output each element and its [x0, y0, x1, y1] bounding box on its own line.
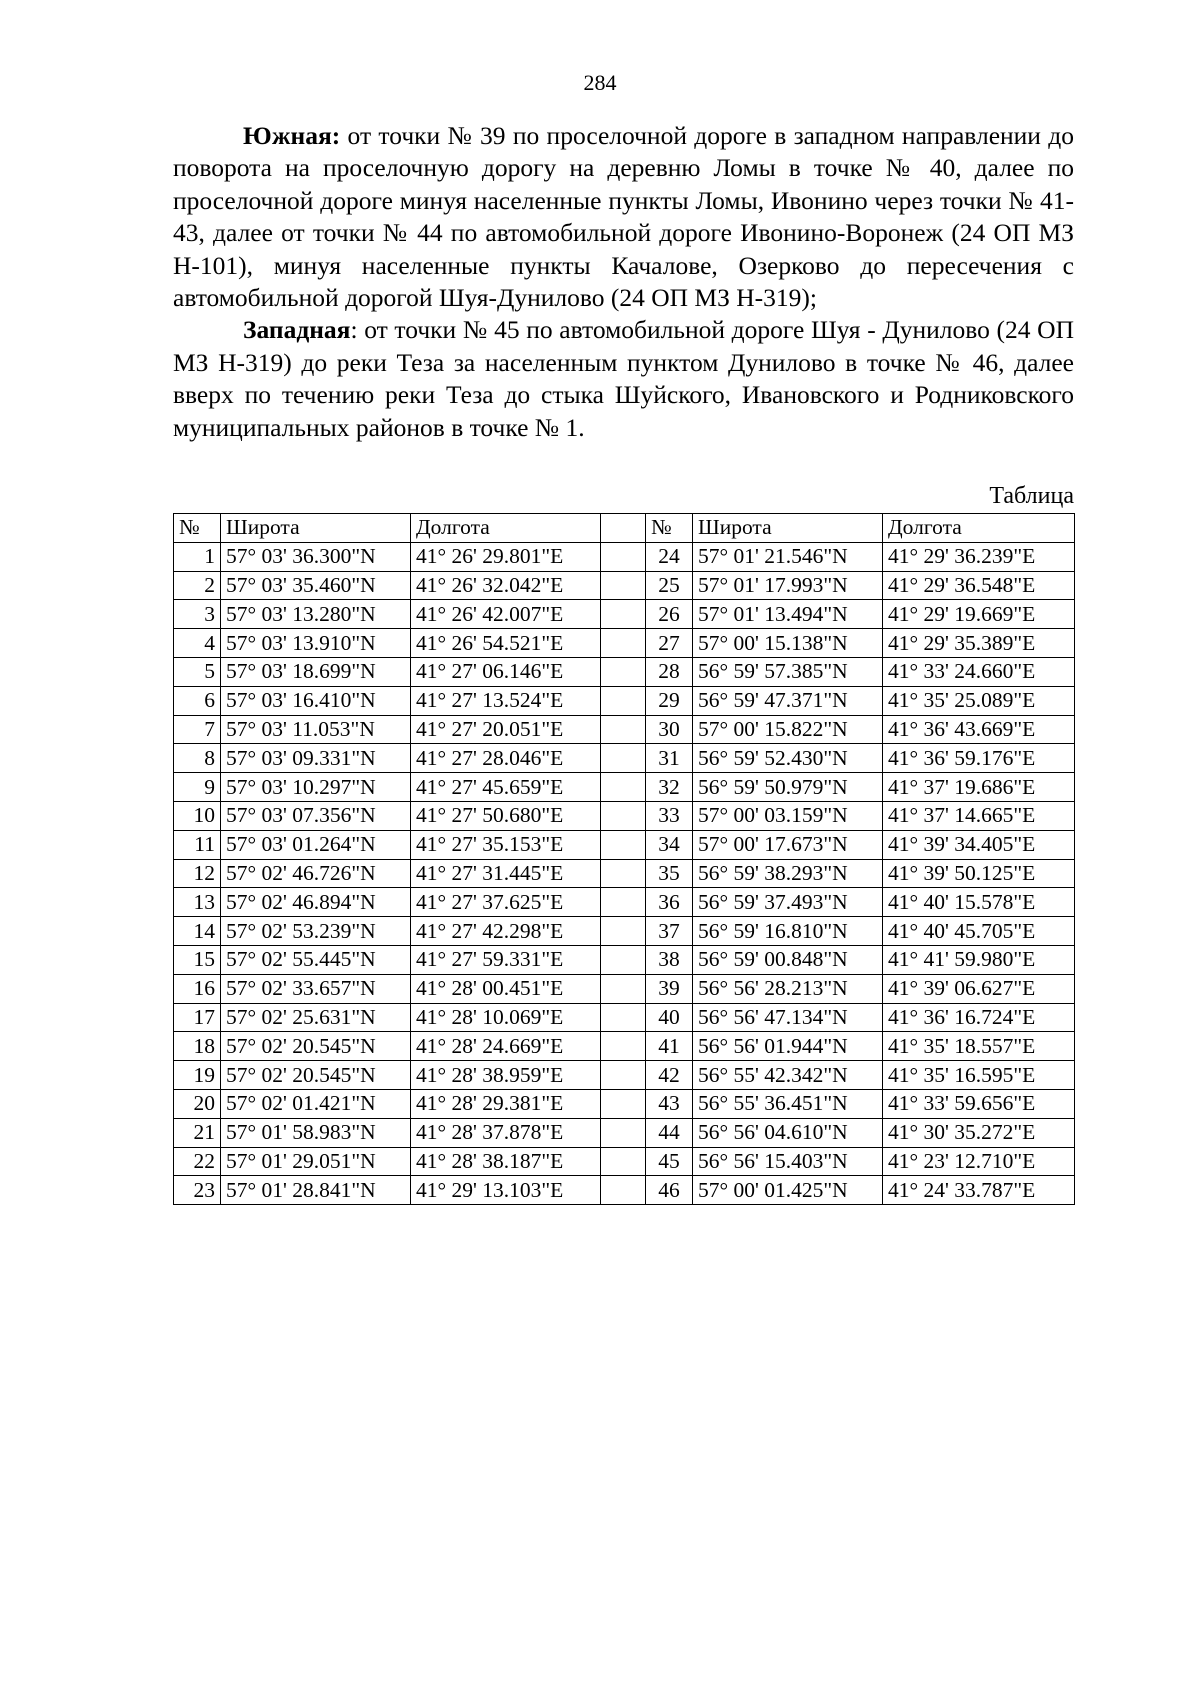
- point-number-cell: 45: [646, 1147, 693, 1176]
- table-gap-cell: [601, 1003, 646, 1032]
- longitude-cell: 41° 40' 15.578"E: [883, 888, 1075, 917]
- latitude-cell: 57° 00' 15.822"N: [693, 715, 883, 744]
- latitude-cell: 57° 02' 25.631"N: [221, 1003, 411, 1032]
- longitude-cell: 41° 27' 06.146"E: [411, 657, 601, 686]
- longitude-cell: 41° 29' 19.669"E: [883, 600, 1075, 629]
- header-lon-right: Долгота: [883, 514, 1075, 543]
- longitude-cell: 41° 29' 36.548"E: [883, 571, 1075, 600]
- point-number-cell: 33: [646, 801, 693, 830]
- table-gap-cell: [601, 686, 646, 715]
- point-number-cell: 27: [646, 629, 693, 658]
- latitude-cell: 57° 02' 55.445"N: [221, 945, 411, 974]
- table-row: [174, 859, 1075, 888]
- latitude-cell: 57° 03' 11.053"N: [221, 715, 411, 744]
- point-number-cell: 2: [174, 571, 221, 600]
- latitude-cell: 57° 02' 01.421"N: [221, 1089, 411, 1118]
- longitude-cell: 41° 30' 35.272"E: [883, 1118, 1075, 1147]
- table-row: [174, 801, 1075, 830]
- table-header-row: [174, 514, 1075, 543]
- point-number-cell: 18: [174, 1032, 221, 1061]
- table-gap-cell: [601, 1061, 646, 1090]
- latitude-cell: 57° 01' 21.546"N: [693, 542, 883, 571]
- longitude-cell: 41° 23' 12.710"E: [883, 1147, 1075, 1176]
- point-number-cell: 46: [646, 1176, 693, 1205]
- table-row: [174, 542, 1075, 571]
- longitude-cell: 41° 27' 20.051"E: [411, 715, 601, 744]
- table-gap-cell: [601, 1089, 646, 1118]
- west-text: : от точки № 45 по автомобильной дороге Шуя - Дунилово (24 ОП МЗ Н-319) до реки Теза за населенным пунктом Дунилово в точке № 46, далее вверх по течению реки Теза до стыка Шуйского, Ивановского и Родниковского муниципальных районов в точке № 1.: [173, 315, 1074, 442]
- latitude-cell: 56° 56' 28.213"N: [693, 974, 883, 1003]
- latitude-cell: 57° 03' 07.356"N: [221, 801, 411, 830]
- table-gap-cell: [601, 571, 646, 600]
- latitude-cell: 57° 01' 29.051"N: [221, 1147, 411, 1176]
- longitude-cell: 41° 27' 13.524"E: [411, 686, 601, 715]
- table-row: [174, 888, 1075, 917]
- longitude-cell: 41° 27' 37.625"E: [411, 888, 601, 917]
- table-row: [174, 1003, 1075, 1032]
- table-row: [174, 715, 1075, 744]
- longitude-cell: 41° 35' 25.089"E: [883, 686, 1075, 715]
- table-row: [174, 1061, 1075, 1090]
- longitude-cell: 41° 40' 45.705"E: [883, 917, 1075, 946]
- latitude-cell: 56° 56' 04.610"N: [693, 1118, 883, 1147]
- longitude-cell: 41° 27' 35.153"E: [411, 830, 601, 859]
- latitude-cell: 57° 02' 33.657"N: [221, 974, 411, 1003]
- paragraph-south: [173, 120, 1074, 314]
- longitude-cell: 41° 26' 32.042"E: [411, 571, 601, 600]
- latitude-cell: 56° 59' 47.371"N: [693, 686, 883, 715]
- longitude-cell: 41° 39' 50.125"E: [883, 859, 1075, 888]
- latitude-cell: 57° 03' 01.264"N: [221, 830, 411, 859]
- longitude-cell: 41° 27' 28.046"E: [411, 744, 601, 773]
- body-text: [173, 120, 1074, 444]
- longitude-cell: 41° 27' 50.680"E: [411, 801, 601, 830]
- latitude-cell: 57° 03' 13.280"N: [221, 600, 411, 629]
- point-number-cell: 39: [646, 974, 693, 1003]
- latitude-cell: 56° 59' 52.430"N: [693, 744, 883, 773]
- point-number-cell: 26: [646, 600, 693, 629]
- longitude-cell: 41° 36' 16.724"E: [883, 1003, 1075, 1032]
- latitude-cell: 56° 59' 57.385"N: [693, 657, 883, 686]
- longitude-cell: 41° 24' 33.787"E: [883, 1176, 1075, 1205]
- latitude-cell: 57° 02' 20.545"N: [221, 1061, 411, 1090]
- longitude-cell: 41° 28' 38.959"E: [411, 1061, 601, 1090]
- point-number-cell: 24: [646, 542, 693, 571]
- point-number-cell: 31: [646, 744, 693, 773]
- longitude-cell: 41° 28' 00.451"E: [411, 974, 601, 1003]
- table-gap-cell: [601, 744, 646, 773]
- table-gap-cell: [601, 773, 646, 802]
- table-row: [174, 773, 1075, 802]
- table-row: [174, 1147, 1075, 1176]
- longitude-cell: 41° 35' 16.595"E: [883, 1061, 1075, 1090]
- point-number-cell: 21: [174, 1118, 221, 1147]
- longitude-cell: 41° 28' 37.878"E: [411, 1118, 601, 1147]
- latitude-cell: 57° 03' 18.699"N: [221, 657, 411, 686]
- point-number-cell: 8: [174, 744, 221, 773]
- latitude-cell: 57° 00' 01.425"N: [693, 1176, 883, 1205]
- longitude-cell: 41° 33' 24.660"E: [883, 657, 1075, 686]
- longitude-cell: 41° 37' 19.686"E: [883, 773, 1075, 802]
- table-gap-cell: [601, 974, 646, 1003]
- longitude-cell: 41° 27' 45.659"E: [411, 773, 601, 802]
- point-number-cell: 40: [646, 1003, 693, 1032]
- table-row: [174, 1176, 1075, 1205]
- point-number-cell: 4: [174, 629, 221, 658]
- table-gap-cell: [601, 1147, 646, 1176]
- latitude-cell: 57° 02' 46.726"N: [221, 859, 411, 888]
- latitude-cell: 57° 03' 36.300"N: [221, 542, 411, 571]
- header-lat-left: Широта: [221, 514, 411, 543]
- latitude-cell: 56° 59' 00.848"N: [693, 945, 883, 974]
- table-row: [174, 686, 1075, 715]
- table-gap-cell: [601, 514, 646, 543]
- page-number: 284: [583, 70, 617, 95]
- longitude-cell: 41° 33' 59.656"E: [883, 1089, 1075, 1118]
- latitude-cell: 56° 56' 01.944"N: [693, 1032, 883, 1061]
- point-number-cell: 22: [174, 1147, 221, 1176]
- latitude-cell: 57° 01' 17.993"N: [693, 571, 883, 600]
- latitude-cell: 56° 56' 47.134"N: [693, 1003, 883, 1032]
- latitude-cell: 56° 59' 38.293"N: [693, 859, 883, 888]
- point-number-cell: 32: [646, 773, 693, 802]
- latitude-cell: 57° 01' 28.841"N: [221, 1176, 411, 1205]
- longitude-cell: 41° 29' 35.389"E: [883, 629, 1075, 658]
- point-number-cell: 9: [174, 773, 221, 802]
- table-gap-cell: [601, 801, 646, 830]
- south-text: от точки № 39 по проселочной дороге в западном направлении до поворота на проселочную дорогу на деревню Ломы в точке № 40, далее по проселочной дороге минуя населенные пункты Ломы, Ивонино через точки № 41-43, далее от точки № 44 по автомобильной дороге Ивонино-Воронеж (24 ОП МЗ Н-101), минуя населенные пункты Качалове, Озерково до пересечения с автомобильной дорогой Шуя-Дунилово (24 ОП МЗ Н-319);: [173, 121, 1074, 313]
- header-lon-left: Долгота: [411, 514, 601, 543]
- point-number-cell: 23: [174, 1176, 221, 1205]
- longitude-cell: 41° 29' 13.103"E: [411, 1176, 601, 1205]
- latitude-cell: 56° 59' 37.493"N: [693, 888, 883, 917]
- longitude-cell: 41° 35' 18.557"E: [883, 1032, 1075, 1061]
- longitude-cell: 41° 26' 29.801"E: [411, 542, 601, 571]
- latitude-cell: 56° 55' 42.342"N: [693, 1061, 883, 1090]
- longitude-cell: 41° 36' 59.176"E: [883, 744, 1075, 773]
- point-number-cell: 28: [646, 657, 693, 686]
- latitude-cell: 57° 01' 58.983"N: [221, 1118, 411, 1147]
- table-gap-cell: [601, 859, 646, 888]
- longitude-cell: 41° 36' 43.669"E: [883, 715, 1075, 744]
- table-body: [174, 542, 1075, 1204]
- point-number-cell: 37: [646, 917, 693, 946]
- longitude-cell: 41° 27' 31.445"E: [411, 859, 601, 888]
- point-number-cell: 25: [646, 571, 693, 600]
- table-gap-cell: [601, 715, 646, 744]
- table-row: [174, 974, 1075, 1003]
- longitude-cell: 41° 28' 29.381"E: [411, 1089, 601, 1118]
- table-row: [174, 1032, 1075, 1061]
- south-label: Южная:: [243, 121, 341, 150]
- header-num-right: №: [646, 514, 693, 543]
- point-number-cell: 19: [174, 1061, 221, 1090]
- latitude-cell: 57° 03' 10.297"N: [221, 773, 411, 802]
- table-row: [174, 571, 1075, 600]
- longitude-cell: 41° 28' 10.069"E: [411, 1003, 601, 1032]
- point-number-cell: 38: [646, 945, 693, 974]
- latitude-cell: 56° 59' 50.979"N: [693, 773, 883, 802]
- point-number-cell: 29: [646, 686, 693, 715]
- table-gap-cell: [601, 830, 646, 859]
- point-number-cell: 14: [174, 917, 221, 946]
- longitude-cell: 41° 29' 36.239"E: [883, 542, 1075, 571]
- table-row: [174, 657, 1075, 686]
- point-number-cell: 12: [174, 859, 221, 888]
- point-number-cell: 5: [174, 657, 221, 686]
- point-number-cell: 13: [174, 888, 221, 917]
- point-number-cell: 10: [174, 801, 221, 830]
- latitude-cell: 56° 56' 15.403"N: [693, 1147, 883, 1176]
- point-number-cell: 16: [174, 974, 221, 1003]
- latitude-cell: 57° 00' 03.159"N: [693, 801, 883, 830]
- point-number-cell: 7: [174, 715, 221, 744]
- table-row: [174, 1089, 1075, 1118]
- table-gap-cell: [601, 600, 646, 629]
- latitude-cell: 57° 02' 46.894"N: [221, 888, 411, 917]
- header-lat-right: Широта: [693, 514, 883, 543]
- point-number-cell: 35: [646, 859, 693, 888]
- table-gap-cell: [601, 629, 646, 658]
- point-number-cell: 11: [174, 830, 221, 859]
- table-gap-cell: [601, 1176, 646, 1205]
- point-number-cell: 6: [174, 686, 221, 715]
- table-gap-cell: [601, 657, 646, 686]
- latitude-cell: 56° 55' 36.451"N: [693, 1089, 883, 1118]
- latitude-cell: 57° 03' 16.410"N: [221, 686, 411, 715]
- table-gap-cell: [601, 1032, 646, 1061]
- latitude-cell: 57° 00' 15.138"N: [693, 629, 883, 658]
- header-num-left: №: [174, 514, 221, 543]
- latitude-cell: 57° 03' 13.910"N: [221, 629, 411, 658]
- table-row: [174, 917, 1075, 946]
- longitude-cell: 41° 28' 38.187"E: [411, 1147, 601, 1176]
- table-row: [174, 744, 1075, 773]
- point-number-cell: 36: [646, 888, 693, 917]
- paragraph-west: [173, 314, 1074, 444]
- point-number-cell: 17: [174, 1003, 221, 1032]
- latitude-cell: 57° 01' 13.494"N: [693, 600, 883, 629]
- longitude-cell: 41° 28' 24.669"E: [411, 1032, 601, 1061]
- table-row: [174, 945, 1075, 974]
- longitude-cell: 41° 27' 42.298"E: [411, 917, 601, 946]
- longitude-cell: 41° 27' 59.331"E: [411, 945, 601, 974]
- table-gap-cell: [601, 917, 646, 946]
- latitude-cell: 57° 02' 20.545"N: [221, 1032, 411, 1061]
- table-gap-cell: [601, 888, 646, 917]
- west-label: Западная: [243, 315, 351, 345]
- point-number-cell: 41: [646, 1032, 693, 1061]
- point-number-cell: 42: [646, 1061, 693, 1090]
- table-gap-cell: [601, 945, 646, 974]
- latitude-cell: 57° 03' 35.460"N: [221, 571, 411, 600]
- coordinates-table: [173, 513, 1075, 1205]
- table-row: [174, 600, 1075, 629]
- point-number-cell: 15: [174, 945, 221, 974]
- longitude-cell: 41° 26' 42.007"E: [411, 600, 601, 629]
- point-number-cell: 44: [646, 1118, 693, 1147]
- point-number-cell: 43: [646, 1089, 693, 1118]
- latitude-cell: 56° 59' 16.810"N: [693, 917, 883, 946]
- point-number-cell: 1: [174, 542, 221, 571]
- table-gap-cell: [601, 542, 646, 571]
- table-row: [174, 830, 1075, 859]
- longitude-cell: 41° 39' 34.405"E: [883, 830, 1075, 859]
- latitude-cell: 57° 02' 53.239"N: [221, 917, 411, 946]
- longitude-cell: 41° 37' 14.665"E: [883, 801, 1075, 830]
- table-caption: Таблица: [989, 483, 1074, 509]
- table-row: [174, 1118, 1075, 1147]
- table-row: [174, 629, 1075, 658]
- point-number-cell: 30: [646, 715, 693, 744]
- longitude-cell: 41° 26' 54.521"E: [411, 629, 601, 658]
- latitude-cell: 57° 00' 17.673"N: [693, 830, 883, 859]
- longitude-cell: 41° 39' 06.627"E: [883, 974, 1075, 1003]
- longitude-cell: 41° 41' 59.980"E: [883, 945, 1075, 974]
- table-gap-cell: [601, 1118, 646, 1147]
- point-number-cell: 20: [174, 1089, 221, 1118]
- point-number-cell: 3: [174, 600, 221, 629]
- point-number-cell: 34: [646, 830, 693, 859]
- latitude-cell: 57° 03' 09.331"N: [221, 744, 411, 773]
